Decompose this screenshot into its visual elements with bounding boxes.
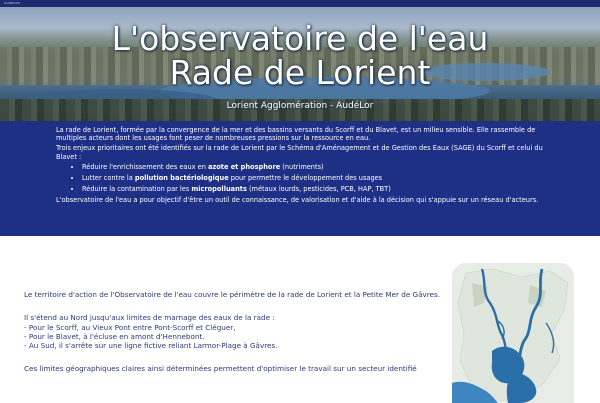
territory-paragraph: Ces limites géographiques claires ainsi déterminées permettent d'optimiser le travail sur un secteur identifié xyxy=(24,364,417,374)
intro-paragraph: Trois enjeux prioritaires ont été identifiés sur la rade de Lorient par le Schéma d'Aménagement et de Gestion des Eaux (SAGE) du Scorff et celui du Blavet : xyxy=(56,144,543,161)
territory-map xyxy=(452,263,574,403)
issue-keyword: pollution bactériologique xyxy=(134,174,229,183)
intro-text xyxy=(56,126,556,207)
issues-list xyxy=(56,163,556,194)
hero-title-line1: L'observatoire de l'eau xyxy=(111,19,489,58)
hero-title-line2: Rade de Lorient xyxy=(169,53,431,92)
issue-item: • Réduire la contamination par les micropolluants (métaux lourds, pesticides, PCB, HAP, TBT) xyxy=(82,185,556,193)
hero-banner xyxy=(0,7,600,121)
issue-item: • Lutter contre la pollution bactériologique pour permettre le développement des usages xyxy=(82,174,556,182)
territory-limits xyxy=(24,313,444,350)
section-spacer xyxy=(0,236,600,262)
territory-limit-line: - Pour le Scorff, au Vieux Pont entre Pont-Scorff et Cléguer, xyxy=(24,322,236,332)
map-graphic xyxy=(452,263,574,403)
territory-limit-line: - Au Sud, il s'arrête sur une ligne fictive reliant Larmor-Plage à Gâvres. xyxy=(24,341,278,351)
intro-paragraph: La rade de Lorient, formée par la convergence de la mer et des bassins versants du Scorff et du Blavet, est un milieu sensible. Elle rassemble de multiples acteurs dont les usages font peser de nombreuses pressions sur la ressource en eau. xyxy=(56,126,536,143)
territory-limit-line: - Pour le Blavet, à l'écluse en amont d'Hennebont. xyxy=(24,331,205,341)
territory-paragraph: Le territoire d'action de l'Observatoire de l'eau couvre le périmètre de la rade de Lorient et la Petite Mer de Gâvres. xyxy=(24,290,440,299)
issue-item: • Réduire l'enrichissement des eaux en azote et phosphore (nutriments) xyxy=(82,163,556,171)
hero-subtitle: Lorient Agglomération - AudéLor xyxy=(226,101,374,111)
territory-limits-intro: Il s'étend au Nord jusqu'aux limites de marnage des eaux de la rade : xyxy=(24,313,275,323)
territory-text xyxy=(24,290,444,388)
intro-band xyxy=(0,121,600,236)
logo-text[interactable]: AUDÉLOR xyxy=(4,1,20,5)
issue-keyword: azote et phosphore xyxy=(207,162,281,171)
top-bar xyxy=(0,0,600,7)
intro-paragraph: L'observatoire de l'eau a pour objectif d'être un outil de connaissance, de valorisation et d'aide à la décision qui s'appuie sur un réseau d'acteurs. xyxy=(56,196,539,205)
issue-keyword: micropolluants xyxy=(191,185,247,194)
